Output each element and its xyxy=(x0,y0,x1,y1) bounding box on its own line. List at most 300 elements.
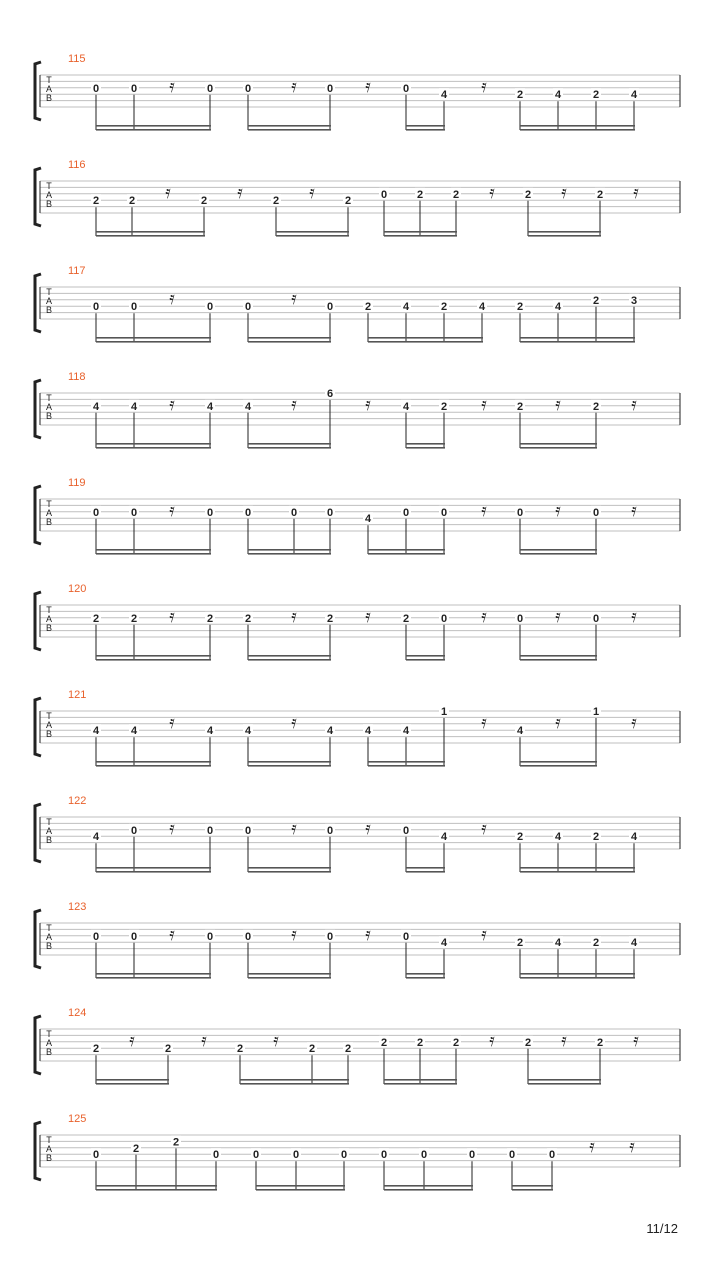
beam xyxy=(406,129,445,131)
beam xyxy=(96,871,211,873)
sixteenth-rest: 𝄿 xyxy=(489,1030,495,1051)
beam xyxy=(384,231,457,233)
beam xyxy=(368,765,445,767)
fret-number: 2 xyxy=(92,612,100,625)
fret-number: 4 xyxy=(554,831,562,844)
fret-number: 2 xyxy=(164,1043,172,1056)
beam xyxy=(520,973,635,975)
fret-number: 0 xyxy=(326,301,334,314)
beam xyxy=(406,659,445,661)
fret-number: 0 xyxy=(592,506,600,519)
fret-number: 2 xyxy=(516,831,524,844)
fret-number: 2 xyxy=(452,1036,460,1049)
beam xyxy=(248,443,331,445)
beam xyxy=(368,337,483,339)
tab-clef-letter: T xyxy=(46,499,52,509)
sixteenth-rest: 𝄿 xyxy=(169,394,175,415)
fret-number: 0 xyxy=(440,612,448,625)
fret-number: 3 xyxy=(630,294,638,307)
tab-clef-letter: A xyxy=(45,1038,53,1048)
sixteenth-rest: 𝄿 xyxy=(633,182,639,203)
fret-number: 4 xyxy=(630,89,638,102)
beam xyxy=(96,1083,169,1085)
measure-number: 122 xyxy=(68,795,87,807)
fret-number: 0 xyxy=(244,506,252,519)
sixteenth-rest: 𝄿 xyxy=(365,606,371,627)
sixteenth-rest: 𝄿 xyxy=(481,500,487,521)
beam xyxy=(248,977,331,979)
fret-number: 0 xyxy=(380,1149,388,1162)
fret-number: 0 xyxy=(402,506,410,519)
sixteenth-rest: 𝄿 xyxy=(201,1030,207,1051)
fret-number: 0 xyxy=(516,506,524,519)
fret-number: 1 xyxy=(440,706,448,718)
beam xyxy=(96,231,205,233)
beam xyxy=(96,235,205,237)
fret-number: 0 xyxy=(516,612,524,625)
sixteenth-rest: 𝄿 xyxy=(481,924,487,945)
fret-number: 2 xyxy=(524,188,532,201)
beam xyxy=(520,871,635,873)
sixteenth-rest: 𝄿 xyxy=(555,606,561,627)
fret-number: 2 xyxy=(344,195,352,208)
tab-system-116 xyxy=(35,159,680,237)
fret-number: 2 xyxy=(172,1136,180,1149)
measure-number: 115 xyxy=(68,53,86,65)
tab-clef-letter: A xyxy=(45,614,53,624)
sixteenth-rest: 𝄿 xyxy=(169,924,175,945)
beam xyxy=(96,549,211,551)
tab-system-125 xyxy=(35,1113,680,1191)
tab-clef-letter: A xyxy=(45,84,53,94)
beam xyxy=(520,655,597,657)
tab-system-122 xyxy=(35,795,680,873)
tab-system-118 xyxy=(35,371,680,449)
fret-number: 4 xyxy=(402,400,410,413)
tab-clef-letter: B xyxy=(45,941,53,951)
sixteenth-rest: 𝄿 xyxy=(169,288,175,309)
beam xyxy=(248,553,331,555)
sixteenth-rest: 𝄿 xyxy=(631,606,637,627)
fret-number: 4 xyxy=(130,400,138,413)
fret-number: 2 xyxy=(596,1036,604,1049)
beam xyxy=(512,1189,553,1191)
beam xyxy=(256,1189,345,1191)
beam xyxy=(520,549,597,551)
tab-clef-letter: B xyxy=(45,1153,53,1163)
fret-number: 1 xyxy=(592,706,600,718)
sixteenth-rest: 𝄿 xyxy=(291,712,297,733)
sixteenth-rest: 𝄿 xyxy=(489,182,495,203)
page-number: 11/12 xyxy=(646,1221,678,1236)
sixteenth-rest: 𝄿 xyxy=(291,606,297,627)
beam xyxy=(96,655,211,657)
beam xyxy=(276,231,349,233)
fret-number: 4 xyxy=(206,725,214,738)
measure-number: 118 xyxy=(68,371,86,383)
beam xyxy=(96,337,211,339)
fret-number: 0 xyxy=(92,930,100,943)
beam xyxy=(528,231,601,233)
beam xyxy=(96,1189,217,1191)
fret-number: 0 xyxy=(244,930,252,943)
sixteenth-rest: 𝄿 xyxy=(291,288,297,309)
tab-system-115 xyxy=(35,53,680,131)
beam xyxy=(512,1185,553,1187)
beam xyxy=(406,655,445,657)
fret-number: 2 xyxy=(524,1036,532,1049)
sixteenth-rest: 𝄿 xyxy=(365,394,371,415)
beam xyxy=(96,977,211,979)
fret-number: 0 xyxy=(206,824,214,837)
fret-number: 4 xyxy=(440,89,448,102)
beam xyxy=(368,553,445,555)
tab-clef-letter: T xyxy=(46,75,52,85)
beam xyxy=(384,235,457,237)
sixteenth-rest: 𝄿 xyxy=(291,818,297,839)
fret-number: 0 xyxy=(340,1149,348,1162)
beam xyxy=(96,761,211,763)
tab-clef-letter: T xyxy=(46,711,52,721)
sixteenth-rest: 𝄿 xyxy=(561,182,567,203)
fret-number: 2 xyxy=(452,188,460,201)
beam xyxy=(248,125,331,127)
fret-number: 4 xyxy=(402,301,410,314)
beam xyxy=(384,1185,473,1187)
beam xyxy=(406,867,445,869)
tab-clef-letter: B xyxy=(45,305,53,315)
sixteenth-rest: 𝄿 xyxy=(237,182,243,203)
beam xyxy=(240,1083,349,1085)
fret-number: 0 xyxy=(244,824,252,837)
tab-system-124 xyxy=(35,1007,680,1085)
beam xyxy=(96,553,211,555)
sixteenth-rest: 𝄿 xyxy=(481,818,487,839)
tab-clef-letter: T xyxy=(46,605,52,615)
fret-number: 2 xyxy=(92,195,100,208)
sixteenth-rest: 𝄿 xyxy=(631,712,637,733)
fret-number: 4 xyxy=(440,831,448,844)
beam xyxy=(528,235,601,237)
fret-number: 0 xyxy=(92,301,100,314)
tab-clef-letter: B xyxy=(45,411,53,421)
beam xyxy=(528,1079,601,1081)
beam xyxy=(248,129,331,131)
fret-number: 2 xyxy=(592,294,600,307)
sixteenth-rest: 𝄿 xyxy=(631,500,637,521)
beam xyxy=(406,443,445,445)
fret-number: 2 xyxy=(516,937,524,950)
measure-number: 120 xyxy=(68,583,87,595)
beam xyxy=(96,765,211,767)
beam xyxy=(248,655,331,657)
fret-number: 6 xyxy=(326,388,334,400)
tab-clef-letter: B xyxy=(45,93,53,103)
fret-number: 2 xyxy=(344,1043,352,1056)
beam xyxy=(240,1079,349,1081)
beam xyxy=(248,867,331,869)
fret-number: 0 xyxy=(592,612,600,625)
beam xyxy=(520,659,597,661)
fret-number: 2 xyxy=(244,612,252,625)
fret-number: 0 xyxy=(548,1149,556,1162)
fret-number: 4 xyxy=(554,937,562,950)
fret-number: 2 xyxy=(416,1036,424,1049)
sixteenth-rest: 𝄿 xyxy=(273,1030,279,1051)
tab-clef-letter: T xyxy=(46,393,52,403)
fret-number: 0 xyxy=(468,1149,476,1162)
fret-number: 4 xyxy=(92,831,100,844)
tab-clef-letter: B xyxy=(45,1047,53,1057)
beam xyxy=(248,549,331,551)
beam xyxy=(520,443,597,445)
fret-number: 4 xyxy=(478,301,486,314)
sixteenth-rest: 𝄿 xyxy=(481,606,487,627)
fret-number: 0 xyxy=(402,824,410,837)
sixteenth-rest: 𝄿 xyxy=(309,182,315,203)
fret-number: 2 xyxy=(592,400,600,413)
fret-number: 0 xyxy=(420,1149,428,1162)
sixteenth-rest: 𝄿 xyxy=(481,394,487,415)
fret-number: 2 xyxy=(206,612,214,625)
beam xyxy=(256,1185,345,1187)
sixteenth-rest: 𝄿 xyxy=(365,818,371,839)
beam xyxy=(520,125,635,127)
beam xyxy=(96,973,211,975)
fret-number: 4 xyxy=(402,725,410,738)
tab-clef-letter: A xyxy=(45,720,53,730)
tab-clef-letter: A xyxy=(45,932,53,942)
fret-number: 0 xyxy=(252,1149,260,1162)
sixteenth-rest: 𝄿 xyxy=(291,924,297,945)
beam xyxy=(520,761,597,763)
tab-clef-letter: A xyxy=(45,296,53,306)
beam xyxy=(406,125,445,127)
sixteenth-rest: 𝄿 xyxy=(481,712,487,733)
beam xyxy=(248,761,331,763)
fret-number: 2 xyxy=(132,1142,140,1155)
sixteenth-rest: 𝄿 xyxy=(169,500,175,521)
fret-number: 0 xyxy=(92,1149,100,1162)
fret-number: 0 xyxy=(326,506,334,519)
beam xyxy=(248,341,331,343)
fret-number: 2 xyxy=(516,400,524,413)
fret-number: 0 xyxy=(130,82,138,95)
beam xyxy=(248,973,331,975)
tab-clef-letter: T xyxy=(46,1029,52,1039)
fret-number: 2 xyxy=(416,188,424,201)
tab-clef-letter: A xyxy=(45,826,53,836)
measure-number: 116 xyxy=(68,159,86,171)
fret-number: 4 xyxy=(92,400,100,413)
sixteenth-rest: 𝄿 xyxy=(129,1030,135,1051)
tab-clef-letter: A xyxy=(45,1144,53,1154)
fret-number: 4 xyxy=(516,725,524,738)
measure-number: 119 xyxy=(68,477,86,489)
fret-number: 2 xyxy=(592,937,600,950)
sixteenth-rest: 𝄿 xyxy=(555,500,561,521)
measure-number: 121 xyxy=(68,689,87,701)
fret-number: 0 xyxy=(206,82,214,95)
fret-number: 0 xyxy=(402,82,410,95)
sixteenth-rest: 𝄿 xyxy=(555,394,561,415)
fret-number: 2 xyxy=(596,188,604,201)
beam xyxy=(276,235,349,237)
beam xyxy=(406,973,445,975)
fret-number: 2 xyxy=(440,400,448,413)
fret-number: 2 xyxy=(364,301,372,314)
sixteenth-rest: 𝄿 xyxy=(589,1136,595,1157)
fret-number: 0 xyxy=(326,82,334,95)
tab-system-121 xyxy=(35,689,680,767)
fret-number: 0 xyxy=(440,506,448,519)
beam xyxy=(528,1083,601,1085)
beam xyxy=(248,447,331,449)
fret-number: 2 xyxy=(592,89,600,102)
sixteenth-rest: 𝄿 xyxy=(365,924,371,945)
fret-number: 2 xyxy=(440,301,448,314)
beam xyxy=(96,341,211,343)
beam xyxy=(248,871,331,873)
fret-number: 0 xyxy=(402,930,410,943)
beam xyxy=(520,129,635,131)
fret-number: 0 xyxy=(130,824,138,837)
tab-clef-letter: A xyxy=(45,508,53,518)
beam xyxy=(520,341,635,343)
beam xyxy=(96,129,211,131)
sixteenth-rest: 𝄿 xyxy=(633,1030,639,1051)
beam xyxy=(406,871,445,873)
tab-clef-letter: B xyxy=(45,729,53,739)
beam xyxy=(96,443,211,445)
fret-number: 4 xyxy=(364,513,372,526)
beam xyxy=(368,549,445,551)
fret-number: 4 xyxy=(244,400,252,413)
fret-number: 0 xyxy=(92,82,100,95)
fret-number: 0 xyxy=(130,506,138,519)
fret-number: 2 xyxy=(516,301,524,314)
beam xyxy=(406,977,445,979)
beam xyxy=(248,659,331,661)
measure-number: 123 xyxy=(68,901,87,913)
beam xyxy=(248,765,331,767)
fret-number: 0 xyxy=(130,301,138,314)
tab-system-119 xyxy=(35,477,680,555)
fret-number: 0 xyxy=(130,930,138,943)
fret-number: 0 xyxy=(244,82,252,95)
fret-number: 4 xyxy=(206,400,214,413)
beam xyxy=(96,1079,169,1081)
fret-number: 0 xyxy=(508,1149,516,1162)
sixteenth-rest: 𝄿 xyxy=(555,712,561,733)
beam xyxy=(96,867,211,869)
fret-number: 2 xyxy=(236,1043,244,1056)
beam xyxy=(384,1083,457,1085)
beam xyxy=(384,1189,473,1191)
tab-clef-letter: T xyxy=(46,181,52,191)
fret-number: 0 xyxy=(292,1149,300,1162)
tab-clef-letter: T xyxy=(46,1135,52,1145)
beam xyxy=(248,337,331,339)
beam xyxy=(520,447,597,449)
beam xyxy=(520,977,635,979)
fret-number: 2 xyxy=(516,89,524,102)
fret-number: 4 xyxy=(364,725,372,738)
sixteenth-rest: 𝄿 xyxy=(169,712,175,733)
sixteenth-rest: 𝄿 xyxy=(481,76,487,97)
tab-system-120 xyxy=(35,583,680,661)
sixteenth-rest: 𝄿 xyxy=(169,818,175,839)
beam xyxy=(520,337,635,339)
fret-number: 2 xyxy=(402,612,410,625)
fret-number: 4 xyxy=(244,725,252,738)
tab-clef-letter: T xyxy=(46,287,52,297)
fret-number: 0 xyxy=(326,930,334,943)
fret-number: 0 xyxy=(206,930,214,943)
fret-number: 4 xyxy=(554,89,562,102)
fret-number: 2 xyxy=(308,1043,316,1056)
tab-system-117 xyxy=(35,265,680,343)
fret-number: 2 xyxy=(128,195,136,208)
fret-number: 2 xyxy=(326,612,334,625)
fret-number: 2 xyxy=(200,195,208,208)
tab-clef-letter: B xyxy=(45,199,53,209)
fret-number: 4 xyxy=(630,831,638,844)
fret-number: 4 xyxy=(440,937,448,950)
fret-number: 2 xyxy=(130,612,138,625)
sixteenth-rest: 𝄿 xyxy=(629,1136,635,1157)
fret-number: 0 xyxy=(206,301,214,314)
fret-number: 0 xyxy=(244,301,252,314)
beam xyxy=(96,659,211,661)
beam xyxy=(520,867,635,869)
beam xyxy=(384,1079,457,1081)
fret-number: 0 xyxy=(290,506,298,519)
tab-clef-letter: B xyxy=(45,835,53,845)
fret-number: 4 xyxy=(326,725,334,738)
beam xyxy=(520,553,597,555)
fret-number: 2 xyxy=(272,195,280,208)
sixteenth-rest: 𝄿 xyxy=(631,394,637,415)
fret-number: 2 xyxy=(380,1036,388,1049)
fret-number: 2 xyxy=(592,831,600,844)
fret-number: 0 xyxy=(326,824,334,837)
measure-number: 124 xyxy=(68,1007,87,1019)
tab-clef-letter: T xyxy=(46,923,52,933)
beam xyxy=(96,447,211,449)
tab-clef-letter: A xyxy=(45,402,53,412)
beam xyxy=(96,1185,217,1187)
sixteenth-rest: 𝄿 xyxy=(165,182,171,203)
beam xyxy=(96,125,211,127)
sixteenth-rest: 𝄿 xyxy=(291,394,297,415)
beam xyxy=(368,761,445,763)
fret-number: 0 xyxy=(206,506,214,519)
beam xyxy=(368,341,483,343)
fret-number: 4 xyxy=(630,937,638,950)
sixteenth-rest: 𝄿 xyxy=(561,1030,567,1051)
tab-clef-letter: T xyxy=(46,817,52,827)
fret-number: 4 xyxy=(130,725,138,738)
tab-clef-letter: B xyxy=(45,517,53,527)
sixteenth-rest: 𝄿 xyxy=(169,76,175,97)
tab-clef-letter: A xyxy=(45,190,53,200)
fret-number: 4 xyxy=(92,725,100,738)
sixteenth-rest: 𝄿 xyxy=(365,76,371,97)
beam xyxy=(520,765,597,767)
beam xyxy=(406,447,445,449)
fret-number: 0 xyxy=(212,1149,220,1162)
